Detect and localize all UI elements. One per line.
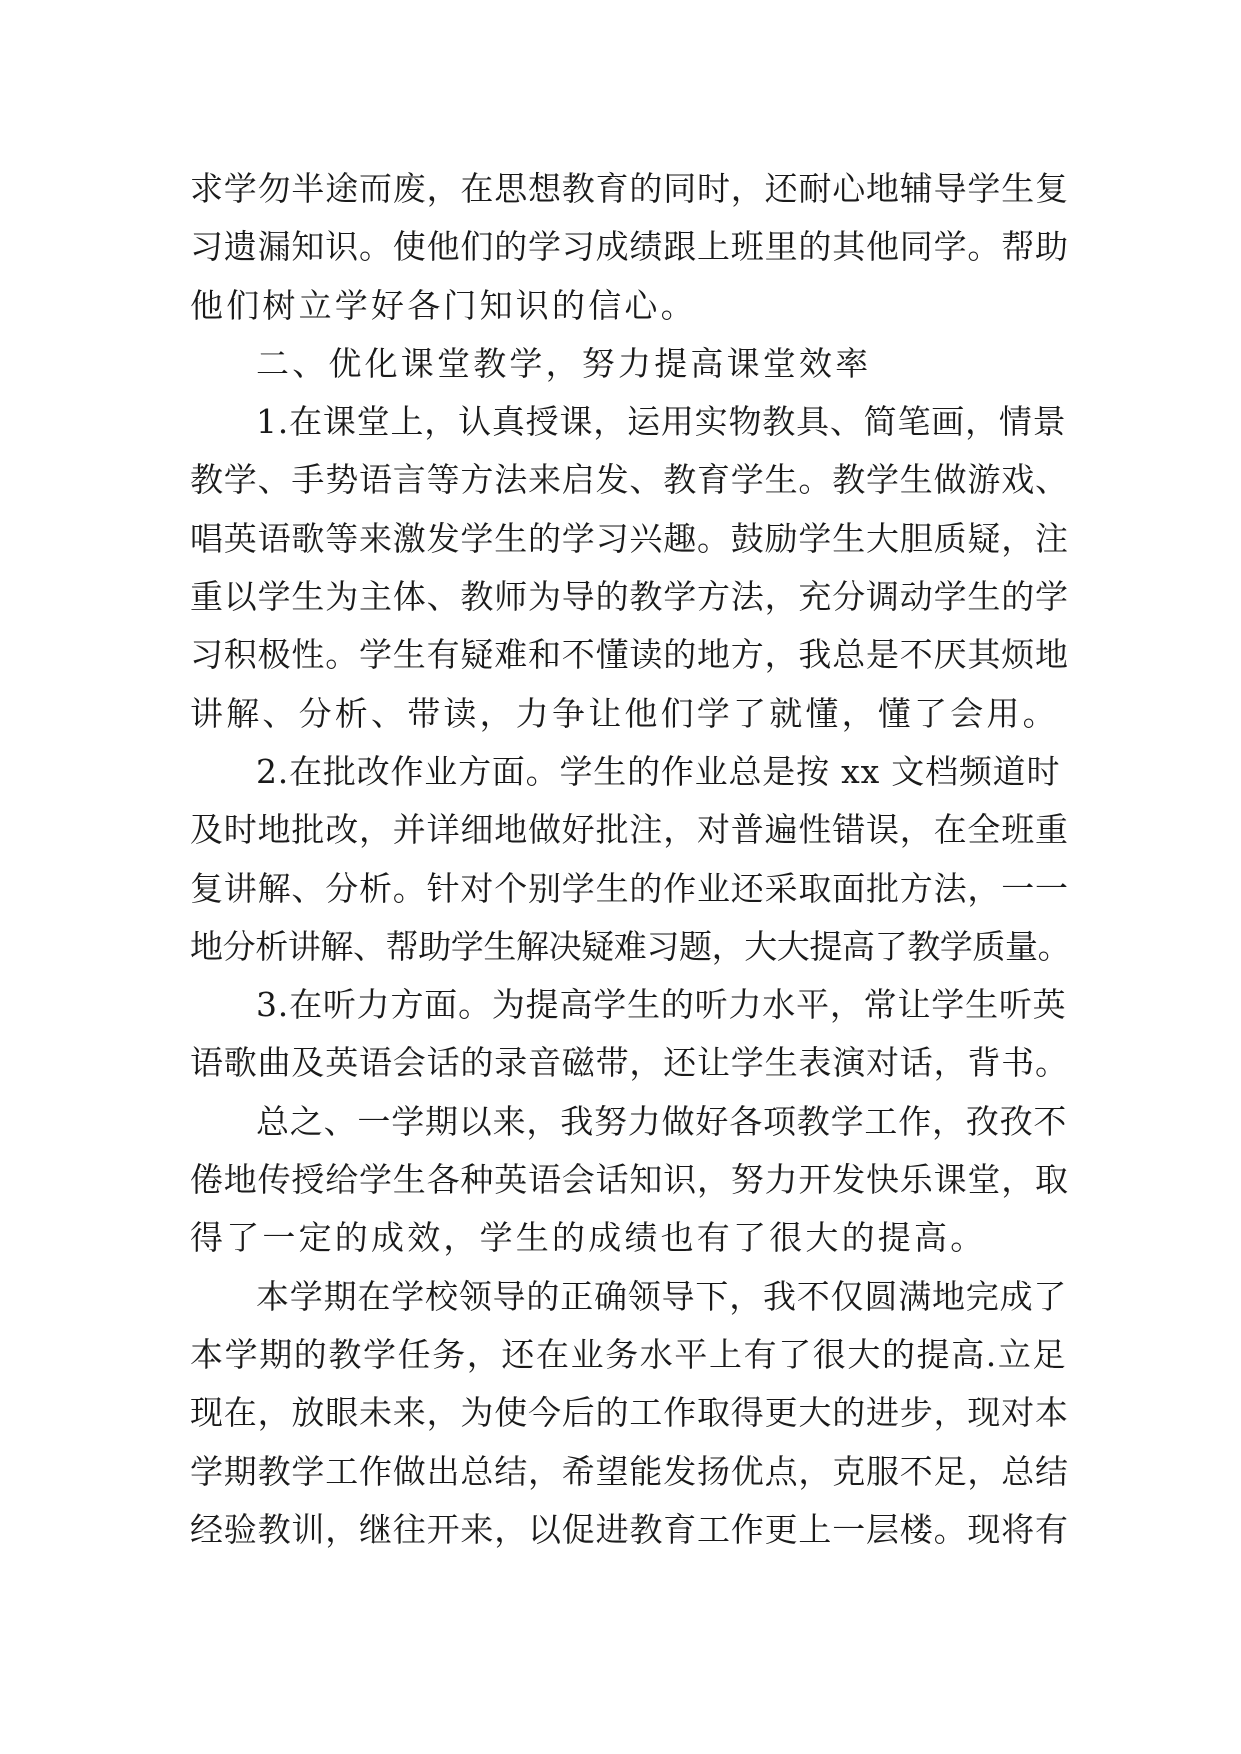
text-line: 求学勿半途而废，在思想教育的同时，还耐心地辅导学生复 xyxy=(190,169,1069,208)
text-line: 总之、一学期以来，我努力做好各项教学工作，孜孜不 xyxy=(256,1101,1068,1141)
document-body xyxy=(190,160,1071,1559)
text-line: 本学期在学校领导的正确领导下，我不仅圆满地完成了 xyxy=(256,1276,1068,1316)
text-line: 现在，放眼未来，为使今后的工作取得更大的进步，现对本 xyxy=(190,1393,1069,1433)
text-line: 习积极性。学生有疑难和不懂读的地方，我总是不厌其烦地 xyxy=(190,635,1069,675)
text-line: 学期教学工作做出总结，希望能发扬优点，克服不足，总结 xyxy=(190,1451,1069,1491)
text-line: 重以学生为主体、教师为导的教学方法，充分调动学生的学 xyxy=(190,577,1069,617)
text-line: 经验教训，继往开来，以促进教育工作更上一层楼。现将有 xyxy=(190,1509,1069,1549)
text-line: 及时地批改，并详细地做好批注，对普遍性错误，在全班重 xyxy=(190,810,1069,850)
text-line: 地分析讲解、帮助学生解决疑难习题，大大提高了教学质量。 xyxy=(190,926,1071,966)
text-line: 3.在听力方面。为提高学生的听力水平，常让学生听英 xyxy=(256,985,1067,1025)
text-line: 二、优化课堂教学，努力提高课堂效率 xyxy=(256,343,872,383)
text-line: 语歌曲及英语会话的录音磁带，还让学生表演对话，背书。 xyxy=(190,1043,1069,1083)
text-line: 得了一定的成效，学生的成绩也有了很大的提高。 xyxy=(190,1218,987,1258)
text-line: 讲解、分析、带读，力争让他们学了就懂，懂了会用。 xyxy=(190,693,1059,733)
text-line: 复讲解、分析。针对个别学生的作业还采取面批方法，一一 xyxy=(190,868,1069,908)
text-line: 1.在课堂上，认真授课，运用实物教具、简笔画，情景 xyxy=(256,402,1067,442)
text-line: 唱英语歌等来激发学生的学习兴趣。鼓励学生大胆质疑，注 xyxy=(190,518,1069,558)
text-line: 倦地传授给学生各种英语会话知识，努力开发快乐课堂，取 xyxy=(190,1160,1069,1200)
text-line: 教学、手势语言等方法来启发、教育学生。教学生做游戏、 xyxy=(190,460,1069,500)
text-line: 习遗漏知识。使他们的学习成绩跟上班里的其他同学。帮助 xyxy=(190,227,1069,267)
text-line: 他们树立学好各门知识的信心。 xyxy=(190,285,697,325)
text-line: 2.在批改作业方面。学生的作业总是按 xx 文档频道时 xyxy=(256,751,1061,791)
text-line: 本学期的教学任务，还在业务水平上有了很大的提高.立足 xyxy=(190,1334,1068,1374)
